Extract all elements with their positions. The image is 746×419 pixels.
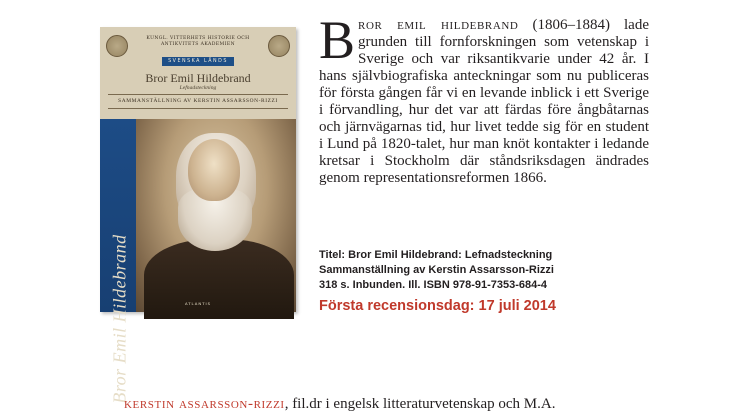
cover-title: Bror Emil Hildebrand — [145, 71, 251, 85]
cover-divider — [108, 108, 288, 109]
release-date: Första recensionsdag: 17 juli 2014 — [319, 298, 556, 314]
author-paragraph — [124, 396, 644, 413]
cover-compilation: SAMMANSTÄLLNING AV KERSTIN ASSARSSON-RIZZI — [118, 98, 278, 104]
academy-seal-icon — [268, 35, 290, 57]
drop-cap: B — [319, 10, 356, 70]
cover-signature: Bror Emil Hildebrand — [109, 234, 130, 404]
cover-divider — [108, 94, 288, 95]
portrait-face — [188, 139, 240, 201]
cover-series: SVENSKA LÄNDS — [162, 57, 234, 66]
portrait-image — [136, 119, 296, 312]
book-metadata — [319, 248, 659, 293]
portrait-coat — [144, 239, 294, 319]
academy-seal-icon — [106, 35, 128, 57]
compilation-line: Sammanställning av Kerstin Assarsson-Rizzi — [319, 264, 554, 276]
title-line: Titel: Bror Emil Hildebrand: Lefnadsteckning — [319, 249, 553, 261]
author-text: , fil.dr i engelsk litteraturvetenskap och M.A. — [284, 396, 556, 412]
book-cover — [100, 27, 296, 404]
cover-publisher: ATLANTIS — [184, 301, 212, 306]
author-name: kerstin assarsson-rizzi — [124, 396, 285, 412]
cover-academy: KUNGL. VITTERHETS HISTORIE OCH ANTIKVITETS AKADEMIEN — [146, 36, 250, 47]
intro-paragraph — [319, 10, 649, 187]
intro-text: (1806–1884) lade grunden till fornforskningen som vetenskap i Sverige och var riksantikvarie under 42 år. I hans självbiografiska anteckningar som nu publiceras för första gången får vi en levande inblick i ett Sverige i förvandling, hur det var att färdas före ångbåtarnas och järnvägarnas tid, hur livet tedde sig för en student i Lund på 1820-talet, hur man knöt kontakter i ledande kretsar i Stockholm där ståndsriksdagen ändrades genom representationsreformen 1866. — [319, 17, 649, 186]
cover-spine-band — [100, 119, 136, 404]
details-line: 318 s. Inbunden. Ill. ISBN 978-91-7353-684-4 — [319, 279, 548, 291]
cover-header — [100, 27, 296, 119]
cover-subtitle: Lefnadsteckning — [179, 85, 217, 91]
intro-lead: ror emil hildebrand — [358, 17, 519, 33]
